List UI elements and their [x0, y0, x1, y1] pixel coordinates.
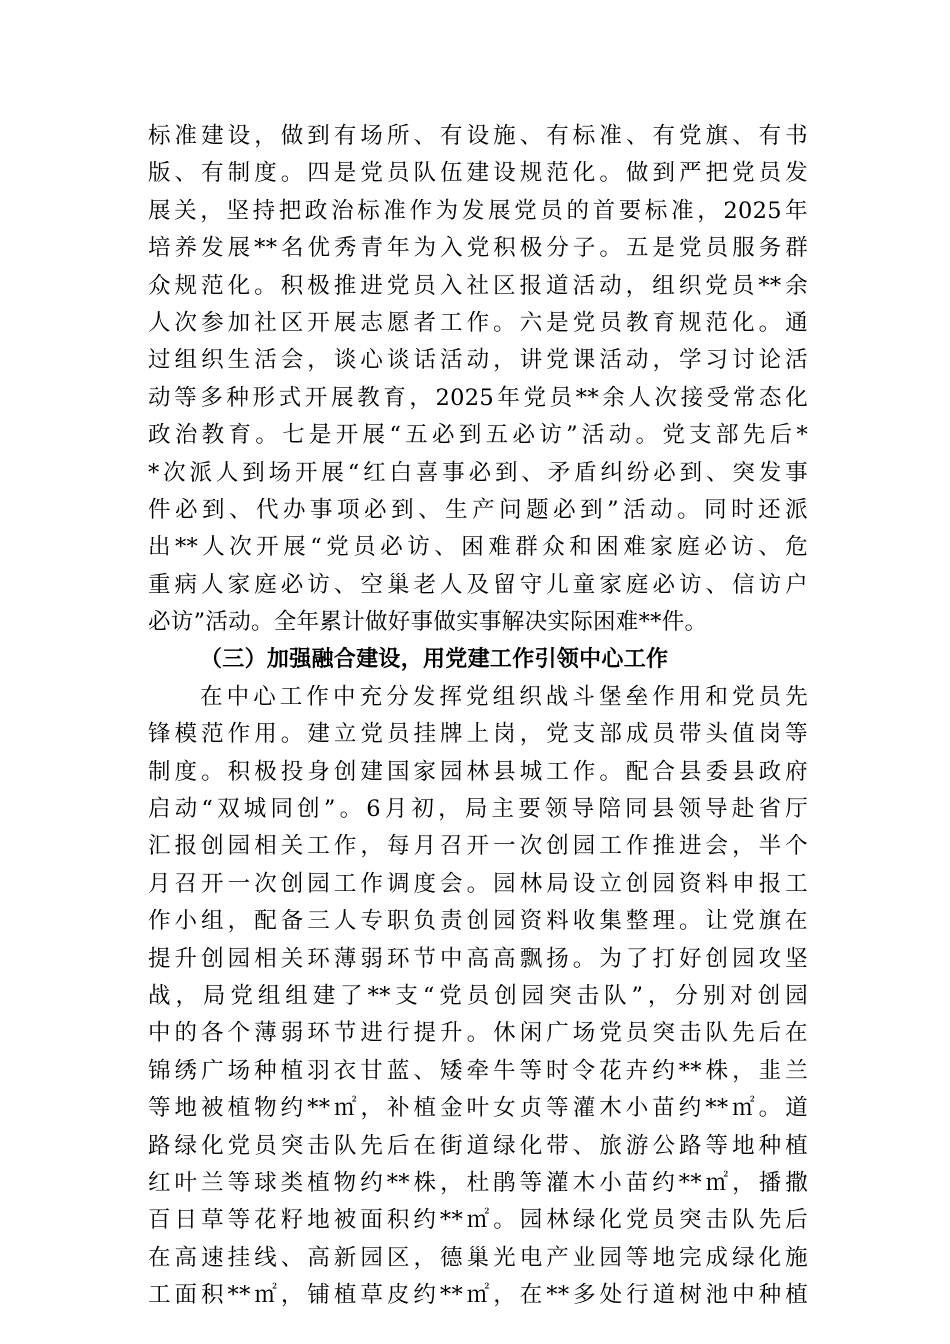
- paragraph-line: 必访”活动。全年累计做好事做实事解决实际困难**件。: [148, 609, 708, 636]
- paragraph-line: 动等多种形式开展教育，2025年党员**余人次接受常态化: [148, 384, 808, 411]
- paragraph-line: 制度。积极投身创建国家园林县城工作。配合县委县政府: [148, 758, 808, 785]
- paragraph-line: 战，局党组组建了**支“党员创园突击队”，分别对创园: [148, 982, 808, 1009]
- paragraph-line: 锦绣广场种植羽衣甘蓝、矮牵牛等时令花卉约**株，韭兰: [148, 1057, 808, 1084]
- paragraph-line: 红叶兰等球类植物约**株，杜鹃等灌木小苗约**㎡，播撒: [148, 1169, 808, 1196]
- paragraph-line: 政治教育。七是开展“五必到五必访”活动。党支部先后*: [148, 422, 808, 449]
- paragraph-line: 件必到、代办事项必到、生产问题必到”活动。同时还派: [148, 496, 808, 523]
- paragraph-line: 展关，坚持把政治标准作为发展党员的首要标准，2025年: [148, 197, 808, 224]
- paragraph-line: 标准建设，做到有场所、有设施、有标准、有党旗、有书: [148, 123, 808, 149]
- paragraph-line: 中的各个薄弱环节进行提升。休闲广场党员突击队先后在: [148, 1020, 808, 1047]
- paragraph-line: 出**人次开展“党员必访、困难群众和困难家庭必访、危: [148, 534, 808, 561]
- paragraph-line: 培养发展**名优秀青年为入党积极分子。五是党员服务群: [148, 235, 808, 262]
- paragraph-line: 等地被植物约**㎡，补植金叶女贞等灌木小苗约**㎡。道: [148, 1095, 808, 1122]
- paragraph-line: 重病人家庭必访、空巢老人及留守儿童家庭必访、信访户: [148, 571, 808, 598]
- paragraph-line: 汇报创园相关工作，每月召开一次创园工作推进会，半个: [148, 833, 808, 860]
- document-body: [148, 118, 808, 1315]
- paragraph-line: 人次参加社区开展志愿者工作。六是党员教育规范化。通: [148, 309, 808, 336]
- paragraph-line: 月召开一次创园工作调度会。园林局设立创园资料申报工: [148, 870, 808, 897]
- paragraph-line: 作小组，配备三人专职负责创园资料收集整理。让党旗在: [148, 908, 808, 935]
- paragraph-line: 路绿化党员突击队先后在街道绿化带、旅游公路等地种植: [148, 1132, 808, 1159]
- paragraph-line: 在中心工作中充分发挥党组织战斗堡垒作用和党员先: [200, 683, 808, 710]
- paragraph-line: 锋模范作用。建立党员挂牌上岗，党支部成员带头值岗等: [148, 721, 808, 748]
- paragraph-line: *次派人到场开展“红白喜事必到、矛盾纠纷必到、突发事: [148, 459, 808, 486]
- paragraph-line: 百日草等花籽地被面积约**㎡。园林绿化党员突击队先后: [148, 1207, 808, 1234]
- paragraph-line: 提升创园相关环薄弱环节中高高飘扬。为了打好创园攻坚: [148, 945, 808, 972]
- paragraph-line: 众规范化。积极推进党员入社区报道活动，组织党员**余: [148, 272, 808, 299]
- paragraph-line: 版、有制度。四是党员队伍建设规范化。做到严把党员发: [148, 160, 808, 187]
- section-heading: （三）加强融合建设，用党建工作引领中心工作: [200, 646, 669, 673]
- paragraph-line: 工面积**㎡，铺植草皮约**㎡，在**多处行道树池中种植: [148, 1282, 808, 1309]
- paragraph-line: 启动“双城同创”。6月初，局主要领导陪同县领导赴省厅: [148, 796, 808, 823]
- paragraph-line: 过组织生活会，谈心谈话活动，讲党课活动，学习讨论活: [148, 347, 808, 374]
- paragraph-line: 在高速挂线、高新园区，德巢光电产业园等地完成绿化施: [148, 1244, 808, 1271]
